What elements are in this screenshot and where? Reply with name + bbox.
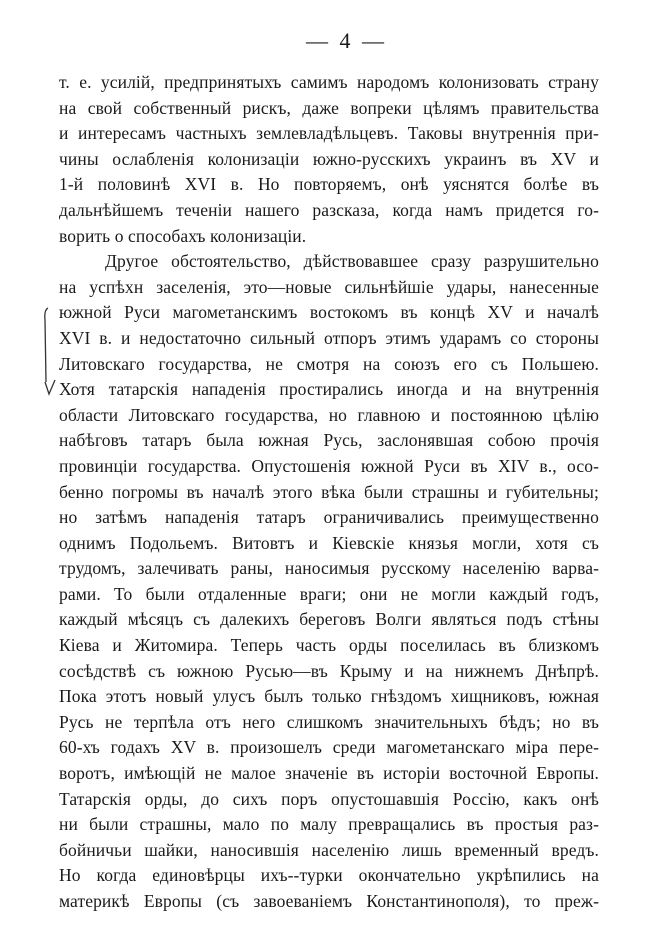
- text-line: бенно погромы въ началѣ этого вѣка были страшны и губительны;: [59, 481, 599, 502]
- text-line: каждый мѣсяцъ съ далекихъ береговъ Волги являться подъ стѣны: [59, 609, 599, 630]
- text-line: Пока этотъ новый улусъ былъ только гнѣздомъ хищниковъ, южная: [59, 686, 599, 707]
- text-line: т. е. усилій, предпринятыхъ самимъ народомъ колонизовать страну: [59, 72, 599, 92]
- text-line: Литовскаго государства, не смотря на союзъ его съ Польшею.: [59, 353, 599, 374]
- text-line: рами. То были отдаленные враги; они не могли каждый годъ,: [59, 583, 599, 604]
- text-line: трудомъ, залечивать раны, наносимыя русскому населенію варва-: [59, 558, 599, 579]
- text-line: Русь не терпѣла отъ него слишкомъ значительныхъ бѣдъ; но въ: [59, 711, 599, 732]
- text-line: чины ослабленія колонизаціи южно-русскихъ украинъ въ XV и: [59, 148, 599, 169]
- text-line: Но когда единовѣрцы ихъ--турки окончательно укрѣпились на: [59, 865, 599, 886]
- text-line: но затѣмъ нападенія татаръ ограничивались преимущественно: [59, 507, 599, 528]
- text-line: сосѣдствѣ съ южною Русью—въ Крыму и на нижнемъ Днѣпрѣ.: [59, 660, 599, 681]
- text-line: на свой собственный рискъ, даже вопреки цѣлямъ правительства: [59, 97, 599, 118]
- text-line: Кіева и Житомира. Теперь часть орды поселилась въ близкомъ: [59, 635, 599, 656]
- text-line: Татарскія орды, до сихъ поръ опустошавшія Россію, какъ онѣ: [59, 788, 599, 809]
- text-line: материкѣ Европы (съ завоеваніемъ Константинополя), то преж-: [59, 891, 599, 911]
- text-line: ворить о способахъ колонизаціи.: [59, 225, 307, 246]
- text-line: воротъ, имѣющій не малое значеніе въ исторіи восточной Европы.: [59, 763, 599, 784]
- text-line: 1-й половинѣ XVI в. Но повторяемъ, онѣ уяснятся болѣе въ: [59, 174, 599, 195]
- text-line: Хотя татарскія нападенія простирались иногда и на внутреннія: [59, 379, 599, 400]
- text-line: набѣговъ татаръ была южная Русь, заслонявшая собою прочія: [59, 430, 599, 451]
- text-line: и интересамъ частныхъ землевладѣльцевъ. Таковы внутреннія при-: [59, 123, 599, 144]
- text-line: бойничьи шайки, наносившія населенію лишь временный вредъ.: [59, 839, 599, 860]
- page-number: — 4 —: [306, 28, 384, 53]
- text-line: провинціи государства. Опустошенія южной Руси въ XIV в., осо-: [59, 455, 599, 476]
- text-line: области Литовскаго государства, но главною и постоянною цѣлію: [59, 404, 599, 425]
- text-line: 60-хъ годахъ XV в. произошелъ среди магометанскаго міра пере-: [59, 737, 599, 758]
- page-body: [59, 70, 599, 915]
- text-line: однимъ Подольемъ. Витовтъ и Кіевскіе князья могли, хотя съ: [59, 532, 599, 553]
- text-line: ни были страшны, мало по малу превращались въ простыя раз-: [59, 814, 599, 835]
- text-line: южной Руси магометанскимъ востокомъ въ концѣ XV и началѣ: [59, 302, 599, 323]
- text-line: дальнѣйшемъ теченіи нашего разсказа, когда намъ придется го-: [59, 199, 599, 220]
- text-line: Другое обстоятельство, дѣйствовавшее сразу разрушительно: [105, 251, 599, 272]
- text-line: XVI в. и недостаточно сильный отпоръ этимъ ударамъ со стороны: [59, 327, 599, 348]
- text-line: на успѣхн заселенія, это—новые сильнѣйшіе удары, нанесенные: [59, 276, 599, 297]
- margin-bracket-mark: [38, 300, 60, 400]
